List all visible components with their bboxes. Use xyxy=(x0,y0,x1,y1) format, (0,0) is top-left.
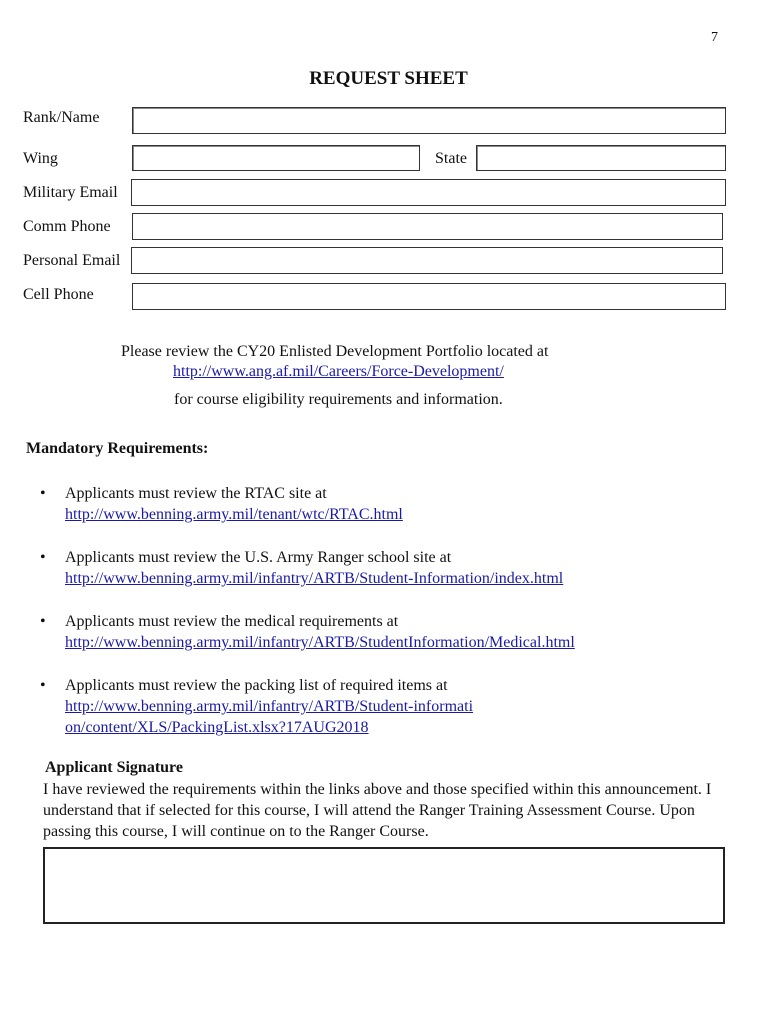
comm-phone-label: Comm Phone xyxy=(23,218,111,235)
list-item xyxy=(40,547,740,591)
state-label: State xyxy=(435,150,467,167)
list-item xyxy=(40,611,740,655)
personal-email-label: Personal Email xyxy=(23,252,121,269)
signature-box[interactable] xyxy=(43,847,725,924)
bullet-icon: • xyxy=(40,613,46,630)
page-title: REQUEST SHEET xyxy=(309,68,468,89)
requirement-text: Applicants must review the packing list of required items at xyxy=(65,677,448,694)
state-field[interactable] xyxy=(476,145,726,171)
military-email-label: Military Email xyxy=(23,184,118,201)
review-notice-line2: for course eligibility requirements and information. xyxy=(174,391,503,408)
bullet-icon: • xyxy=(40,485,46,502)
rank-name-field[interactable] xyxy=(132,107,726,134)
bullet-icon: • xyxy=(40,677,46,694)
list-item xyxy=(40,483,740,527)
wing-field[interactable] xyxy=(132,145,420,171)
bullet-icon: • xyxy=(40,549,46,566)
review-notice-line1: Please review the CY20 Enlisted Development Portfolio located at xyxy=(121,343,549,360)
applicant-signature-heading: Applicant Signature xyxy=(45,759,183,776)
personal-email-field[interactable] xyxy=(131,247,723,274)
rank-name-label: Rank/Name xyxy=(23,109,100,126)
cell-phone-field[interactable] xyxy=(132,283,726,310)
signature-statement: I have reviewed the requirements within the links above and those specified within this announcement. I understand that if selected for this course, I will attend the Ranger Training Assessment Course. Upon passing this course, I will continue on to the Ranger Course. xyxy=(43,781,712,840)
requirement-text: Applicants must review the RTAC site at xyxy=(65,485,327,502)
rtac-site-link[interactable]: http://www.benning.army.mil/tenant/wtc/RTAC.html xyxy=(65,506,403,523)
requirement-text: Applicants must review the U.S. Army Ranger school site at xyxy=(65,549,452,566)
cell-phone-label: Cell Phone xyxy=(23,286,94,303)
requirement-text: Applicants must review the medical requirements at xyxy=(65,613,399,630)
packing-list-link[interactable]: http://www.benning.army.mil/infantry/ARTB/Student-information/content/XLS/PackingList.xlsx?17AUG2018 xyxy=(65,698,474,736)
portfolio-link[interactable]: http://www.ang.af.mil/Careers/Force-Development/ xyxy=(173,363,504,380)
medical-requirements-link[interactable]: http://www.benning.army.mil/infantry/ARTB/StudentInformation/Medical.html xyxy=(65,634,575,651)
ranger-school-link[interactable]: http://www.benning.army.mil/infantry/ARTB/Student-Information/index.html xyxy=(65,570,564,587)
list-item xyxy=(40,675,740,739)
wing-label: Wing xyxy=(23,150,58,167)
comm-phone-field[interactable] xyxy=(132,213,723,240)
mandatory-requirements-heading: Mandatory Requirements: xyxy=(26,440,209,457)
page-number: 7 xyxy=(711,30,718,45)
military-email-field[interactable] xyxy=(131,179,726,206)
